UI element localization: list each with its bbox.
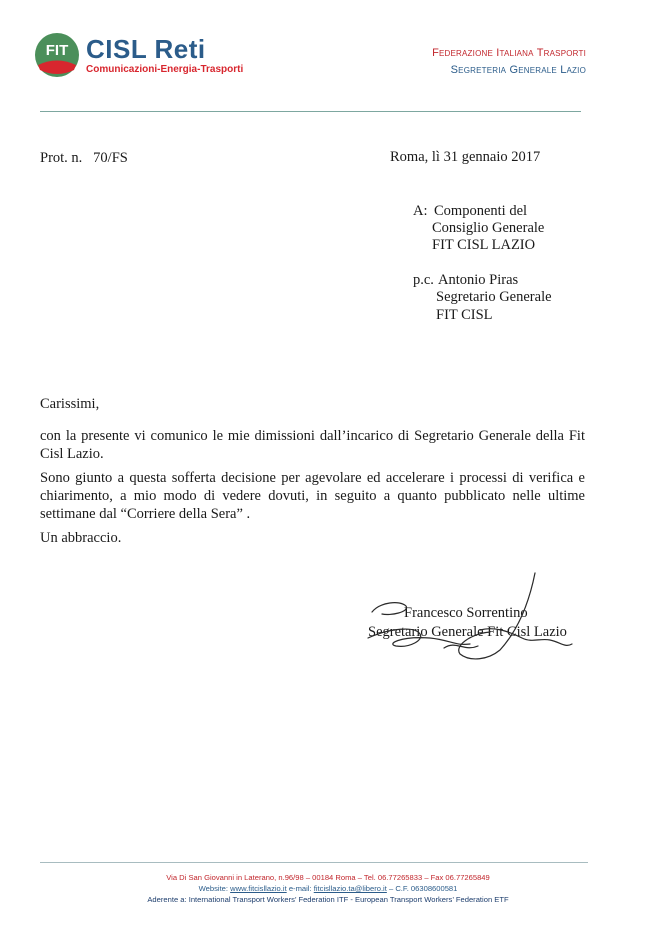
secretariat-title: Segreteria Generale Lazio: [450, 64, 586, 76]
paragraph: Sono giunto a questa sofferta decisione per agevolare ed accelerare i processi di verifica e chiarimento, a mio modo di vedere dovuti, in seguito a quanto pubblicato nelle ultime settimane dal “Corriere della Sera” .: [40, 470, 585, 522]
website-label: Website:: [198, 884, 229, 893]
footer-affiliation: Aderente a: International Transport Workers’ Federation ITF - European Transport Workers’ Federation ETF: [147, 895, 509, 904]
footer: [0, 872, 656, 905]
logo-subtitle: Comunicazioni-Energia-Trasporti: [86, 64, 244, 75]
signer-title: Segretario Generale Fit Cisl Lazio: [368, 624, 567, 640]
header-divider: [40, 111, 581, 112]
letter-body: [40, 395, 585, 547]
logo-badge-text: FIT: [45, 42, 69, 59]
logo-name: CISL Reti: [86, 34, 206, 64]
cc-prefix: p.c.: [413, 272, 434, 288]
email-link[interactable]: fitcisllazio.ta@libero.it: [313, 884, 387, 893]
tax-code: – C.F. 06308600581: [388, 884, 458, 893]
recipient-prefix: A:: [413, 203, 428, 219]
footer-divider: [40, 862, 588, 863]
salutation: Carissimi,: [40, 396, 100, 412]
footer-address: Via Di San Giovanni in Laterano, n.96/98 – 00184 Roma – Tel. 06.77265833 – Fax 06.77265849: [166, 873, 490, 882]
cc-line: Segretario Generale: [436, 289, 552, 305]
email-label: e-mail:: [288, 884, 312, 893]
fit-logo-icon: [34, 32, 80, 78]
place-date: Roma, lì 31 gennaio 2017: [390, 149, 541, 165]
handwritten-signature-icon: [360, 568, 580, 663]
cc-line: FIT CISL: [436, 307, 493, 323]
recipient-line: FIT CISL LAZIO: [432, 237, 536, 253]
signer-name: Francesco Sorrentino: [404, 605, 528, 621]
protocol-number: Prot. n. 70/FS: [40, 150, 128, 166]
website-link[interactable]: www.fitcisllazio.it: [230, 884, 287, 893]
footer-contacts: [0, 883, 656, 894]
recipient-line: Consiglio Generale: [432, 220, 545, 236]
recipient-line: Componenti del: [434, 203, 528, 219]
federation-title: Federazione Italiana Trasporti: [432, 47, 586, 59]
cc-line: Antonio Piras: [438, 272, 519, 288]
paragraph: con la presente vi comunico le mie dimissioni dall’incarico di Segretario Generale della Fit Cisl Lazio.: [40, 428, 585, 462]
closing: Un abbraccio.: [40, 530, 122, 546]
